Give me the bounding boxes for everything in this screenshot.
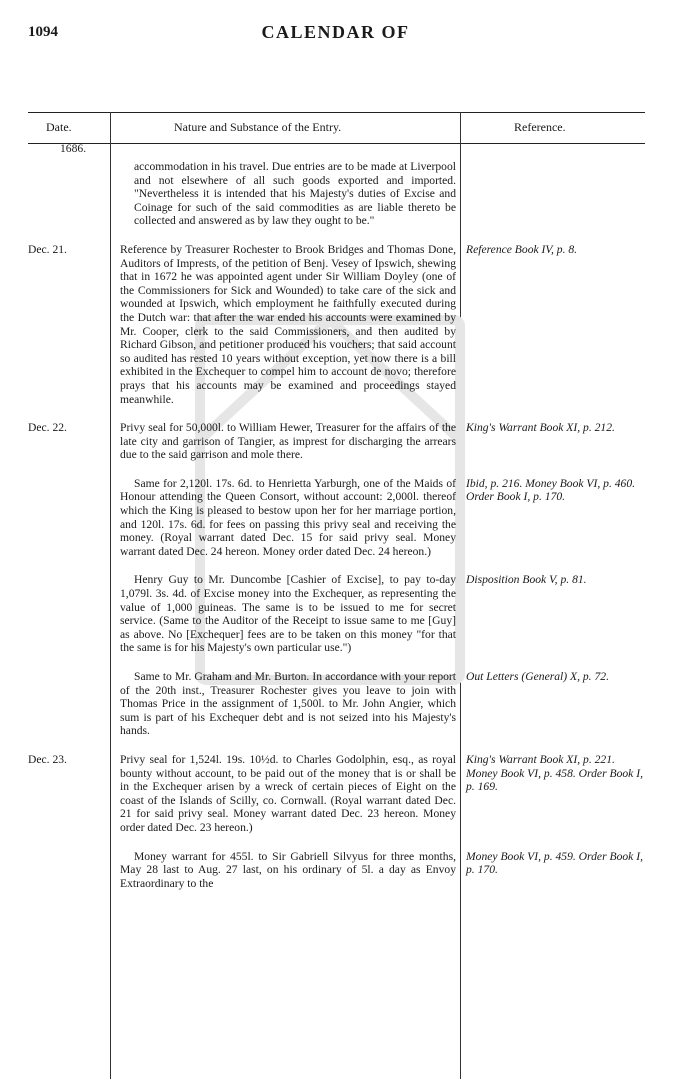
column-header-bottom-rule: [28, 143, 645, 144]
entry-text: Privy seal for 1,524l. 19s. 10½d. to Charles Godolphin, esq., as royal bounty without account, to be paid out of the money that is or shall be in the Exchequer arisen by a wreck of certain pieces of Eight on the coast of the Islands of Scilly, co. Cornwall. (Royal warrant dated Dec. 21 for said privy seal. Money warrant dated Dec. 23 hereon. Money order dated Dec. 23 hereon.): [120, 752, 456, 834]
entry: [28, 850, 645, 891]
entry: [28, 573, 645, 655]
entry-date: Dec. 23.: [28, 752, 67, 766]
entry-text: Privy seal for 50,000l. to William Hewer, Treasurer for the affairs of the late city and garrison of Tangier, as imprest for discharging the arrears due to the said garrison and mole there.: [120, 421, 456, 462]
entry-text: Money warrant for 455l. to Sir Gabriell Silvyus for three months, May 28 last to Aug. 27 last, on his ordinary of 5l. a day as Envoy Extraordinary to the: [120, 849, 456, 890]
entry: [28, 243, 645, 406]
column-header-reference: Reference.: [514, 120, 566, 134]
entry-reference: Reference Book IV, p. 8.: [466, 242, 578, 256]
entry-reference: King's Warrant Book XI, p. 212.: [466, 421, 615, 435]
entry-reference: Ibid, p. 216. Money Book VI, p. 460. Order Book I, p. 170.: [466, 476, 636, 504]
entry-date: Dec. 21.: [28, 242, 67, 256]
column-header-top-rule: [28, 112, 645, 113]
entry: [28, 477, 645, 559]
entry-year: 1686.: [60, 142, 87, 155]
column-headers: [28, 120, 645, 140]
entry: [28, 670, 645, 738]
page-number: 1094: [28, 24, 58, 40]
entry-text: accommodation in his travel. Due entries are to be made at Liverpool and not elsewhere of all such goods exported and imported. "Nevertheless it is intended that his Majesty's duties of Excise and Coinage for such of the said commodities as are liable thereto be collected and answered as by law they ought to be.": [134, 160, 456, 228]
column-header-date: Date.: [46, 120, 72, 134]
entry: [28, 421, 645, 462]
entry-text: Reference by Treasurer Rochester to Brook Bridges and Thomas Done, Auditors of Imprests, of the petition of Benj. Vesey of Ipswich, shewing that in 1672 he was appointed agent under Sir William Doyley (one of the Commissioners for Sick and Wounded) to take care of the sick and wounded at Ipswich, which employment he faithfully executed during the Dutch war: that after the war ended his accounts were examined by Mr. Cooper, clerk to the said Commissioners, and then audited by Richard Gibson, and petitioner produced his vouchers; that said account so audited has rested 10 years without exception, yet now there is a bill exhibited in the Exchequer to compel him to account de novo; therefore prays that his accounts may be examined and proceedings stayed meanwhile.: [120, 242, 456, 406]
column-header-nature: Nature and Substance of the Entry.: [174, 120, 342, 134]
entries-list: [28, 142, 645, 899]
running-head: CALENDAR OF: [261, 22, 410, 42]
entry: [28, 753, 645, 835]
entry-reference: Money Book VI, p. 459. Order Book I, p. 170.: [466, 849, 643, 877]
entry-reference: Disposition Book V, p. 81.: [466, 573, 587, 587]
entry-text: Same to Mr. Graham and Mr. Burton. In accordance with your report of the 20th inst., Treasurer Rochester gives you leave to join with Thomas Price in the assignment of 1,500l. to Mr. John Angier, which sum is part of his Exchequer debt and is not seized into his Majesty's hands.: [120, 670, 456, 738]
entry-text: Henry Guy to Mr. Duncombe [Cashier of Excise], to pay to-day 1,079l. 3s. 4d. of Excise money into the Exchequer, as representing the value of 1,000 guineas. The same is to be issued to me for secret service. (Same to the Auditor of the Receipt to issue same to me [Guy] as above. No [Exchequer] fees are to be taken on this money "for that the same is for his Majesty's own particular use."): [120, 573, 456, 655]
entry: [28, 142, 645, 228]
page-header: [28, 20, 643, 46]
entry-text: Same for 2,120l. 17s. 6d. to Henrietta Yarburgh, one of the Maids of Honour attending the Queen Consort, without account: 2,000l. thereof which the King is pleased to bestow upon her for her marriage portion, and 120l. 17s. 6d. for fees on passing this privy seal and receiving the money. (Royal warrant dated Dec. 15 for said privy seal. Money warrant dated Dec. 24 hereon. Money order dated Dec. 24 hereon.): [120, 476, 456, 558]
entry-reference: Out Letters (General) X, p. 72.: [466, 670, 609, 683]
entry-date: Dec. 22.: [28, 421, 67, 435]
entry-reference: King's Warrant Book XI, p. 221. Money Book VI, p. 458. Order Book I, p. 169.: [466, 752, 643, 794]
